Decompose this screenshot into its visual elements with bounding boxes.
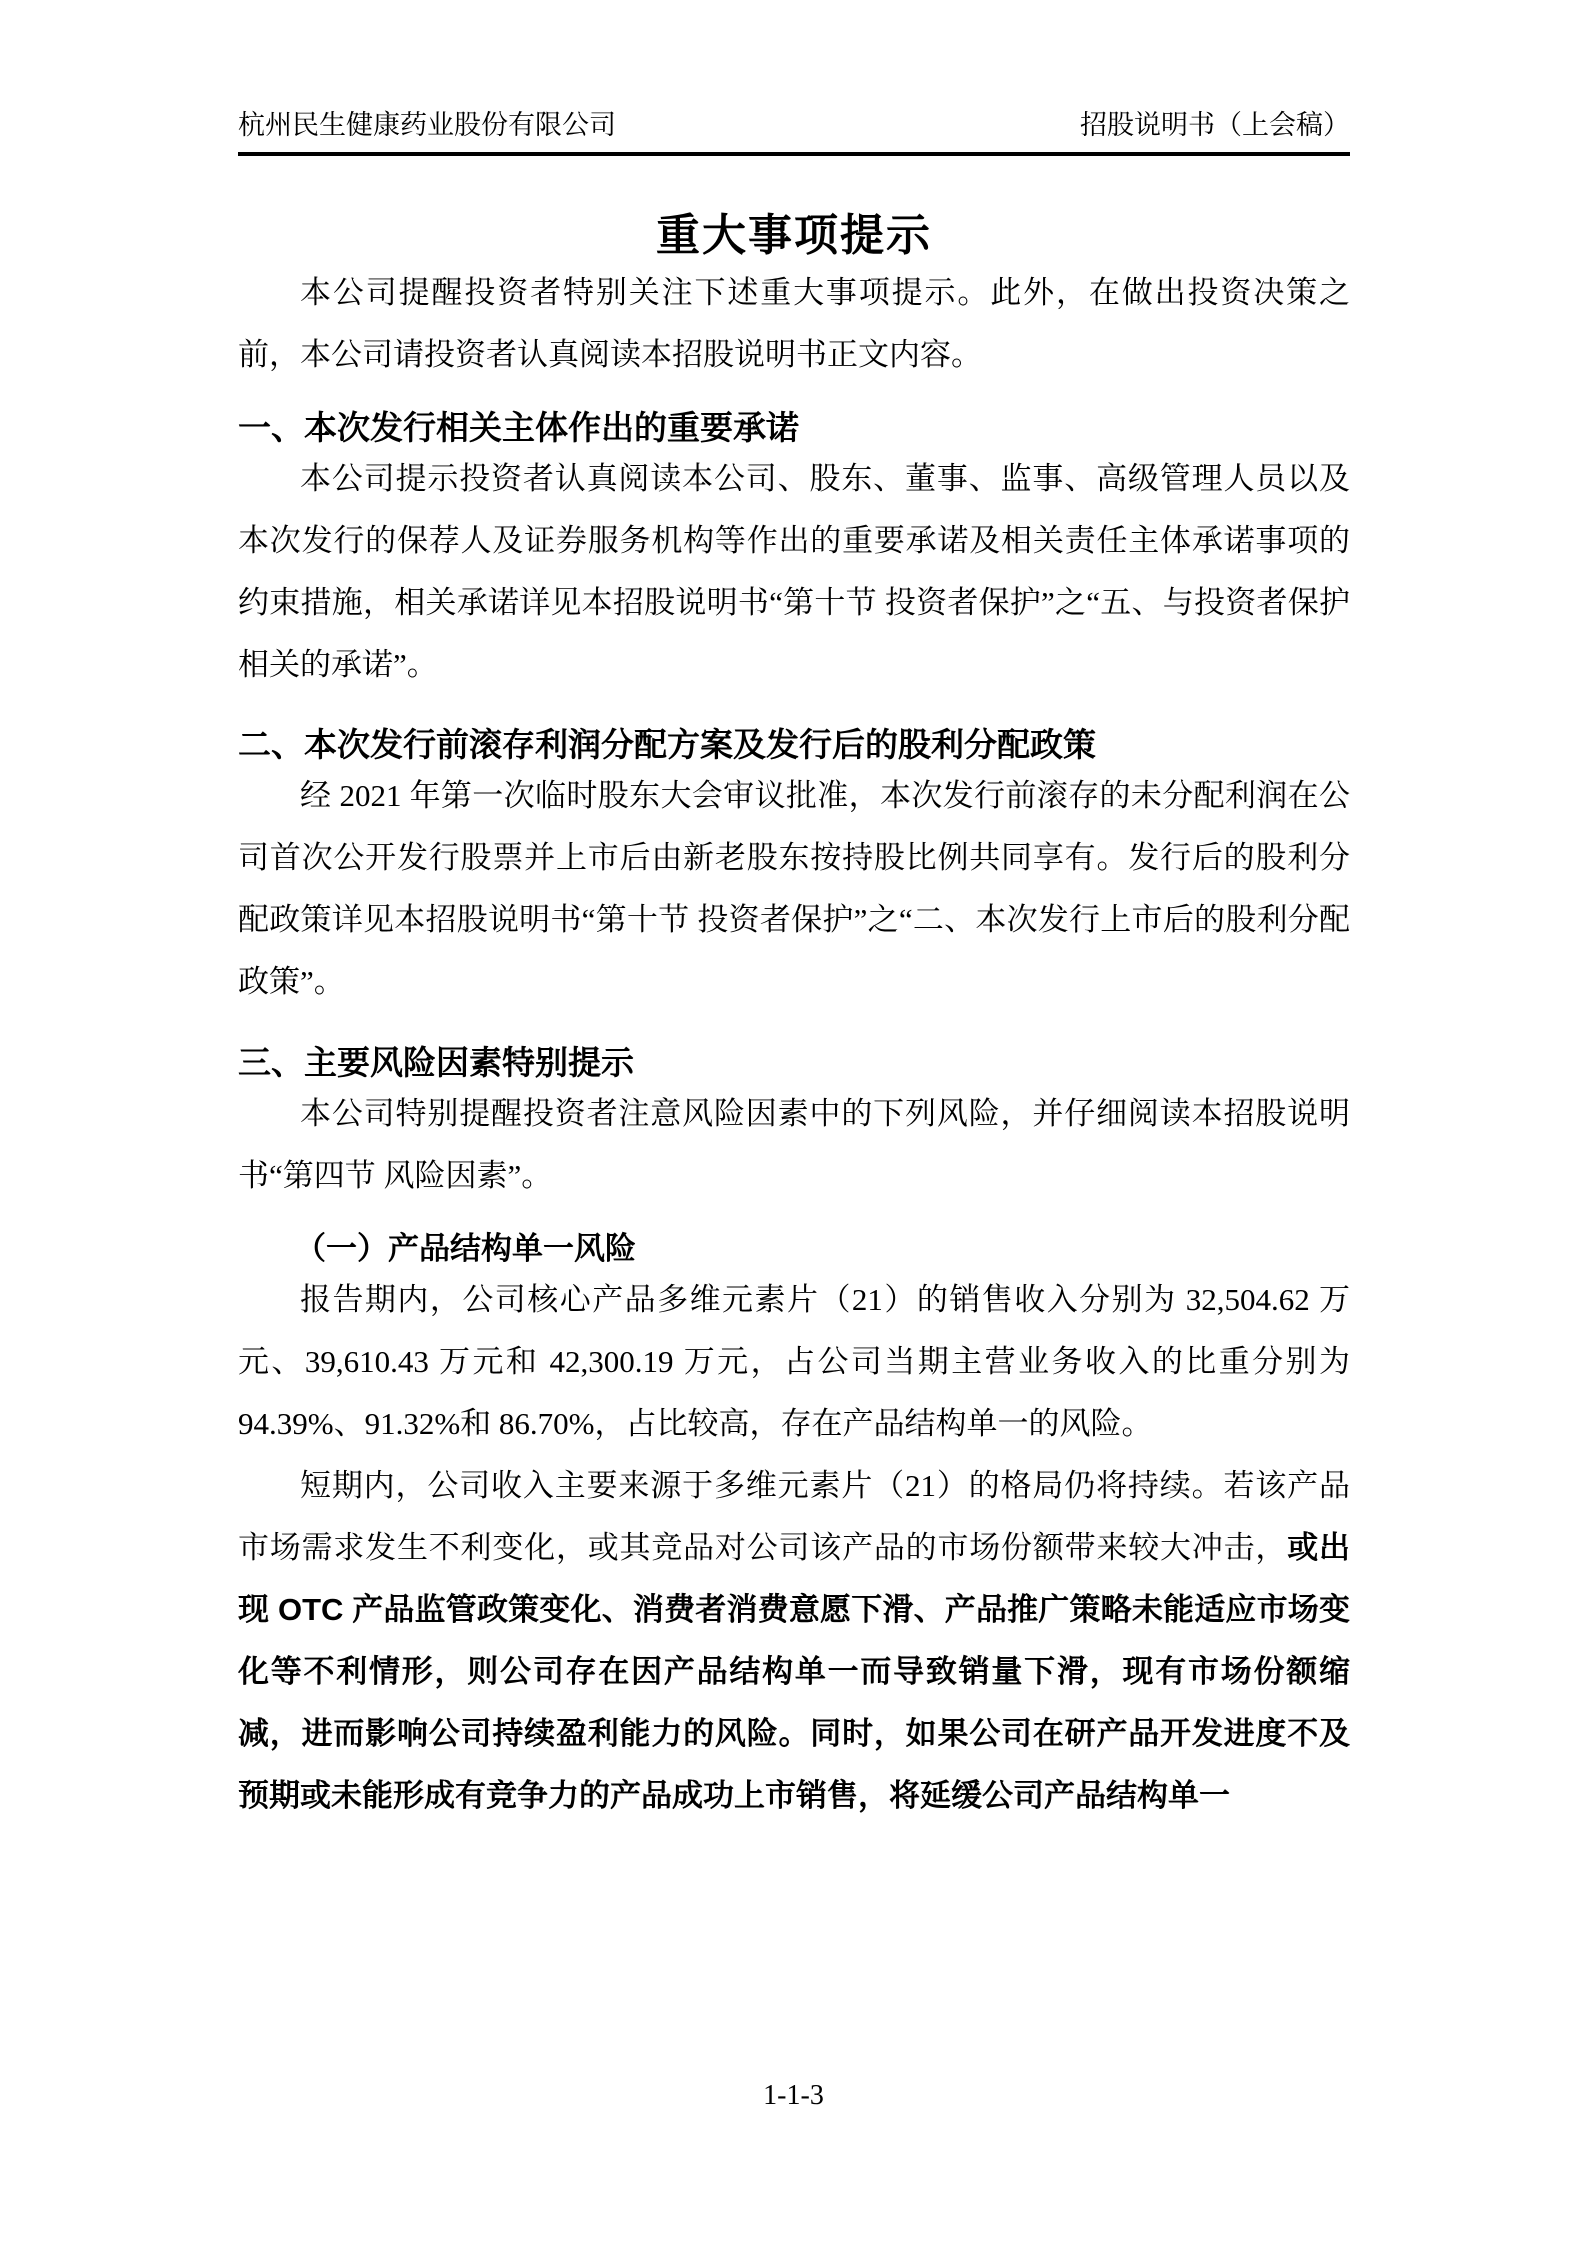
section-2-heading: 二、本次发行前滚存利润分配方案及发行后的股利分配政策 bbox=[238, 726, 1096, 763]
page-number: 1-1-3 bbox=[763, 2080, 824, 2111]
header-company-name: 杭州民生健康药业股份有限公司 bbox=[238, 110, 616, 140]
section-1-heading: 一、本次发行相关主体作出的重要承诺 bbox=[238, 409, 799, 446]
page-header bbox=[238, 0, 1350, 156]
section-3-heading: 三、主要风险因素特别提示 bbox=[238, 1044, 634, 1081]
page-footer bbox=[0, 2080, 1587, 2112]
product-risk-paragraph-2 bbox=[238, 1455, 1350, 1827]
product-risk-paragraph-2-normal-run: 短期内，公司收入主要来源于多维元素片（21）的格局仍将持续。若该产品市场需求发生不利变化，或其竞品对公司该产品的市场份额带来较大冲击， bbox=[238, 1468, 1350, 1565]
header-doc-type: 招股说明书（上会稿） bbox=[1080, 110, 1350, 140]
section-3-paragraph: 本公司特别提醒投资者注意风险因素中的下列风险，并仔细阅读本招股说明书“第四节 风险因素”。 bbox=[238, 1096, 1350, 1193]
product-risk-paragraph-2-bold-run: 或出现 OTC 产品监管政策变化、消费者消费意愿下滑、产品推广策略未能适应市场变化等不利情形，则公司存在因产品结构单一而导致销量下滑，现有市场份额缩减，进而影响公司持续盈利能力的风险。同时，如果公司在研产品开发进度不及预期或未能形成有竞争力的产品成功上市销售，将延缓公司产品结构单一 bbox=[238, 1530, 1350, 1813]
subsection-1-heading: （一）产品结构单一风险 bbox=[295, 1231, 636, 1266]
section-1-paragraph: 本公司提示投资者认真阅读本公司、股东、董事、监事、高级管理人员以及本次发行的保荐人及证券服务机构等作出的重要承诺及相关责任主体承诺事项的约束措施，相关承诺详见本招股说明书“第十节 投资者保护”之“五、与投资者保护相关的承诺”。 bbox=[238, 461, 1350, 682]
section-2-paragraph: 经 2021 年第一次临时股东大会审议批准，本次发行前滚存的未分配利润在公司首次公开发行股票并上市后由新老股东按持股比例共同享有。发行后的股利分配政策详见本招股说明书“第十节 投资者保护”之“二、本次发行上市后的股利分配政策”。 bbox=[238, 778, 1350, 999]
doc-title: 重大事项提示 bbox=[656, 211, 932, 260]
intro-paragraph: 本公司提醒投资者特别关注下述重大事项提示。此外，在做出投资决策之前，本公司请投资者认真阅读本招股说明书正文内容。 bbox=[238, 275, 1350, 372]
product-risk-paragraph-1: 报告期内，公司核心产品多维元素片（21）的销售收入分别为 32,504.62 万元、39,610.43 万元和 42,300.19 万元，占公司当期主营业务收入的比重分别为 94.39%、91.32%和 86.70%，占比较高，存在产品结构单一的风险。 bbox=[238, 1282, 1350, 1441]
